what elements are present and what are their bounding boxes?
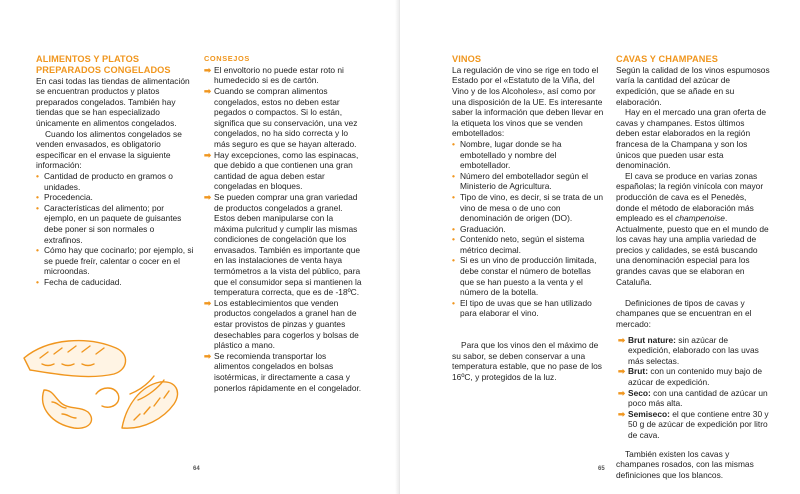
cavas-paragraph-3: El cava se produce en varias zonas españolas; la región vinícola con mayor producción de cava es el Penedès, donde el método de elaboración más empleado es el champenoise. Actualmente, puesto que en el mundo de los cavas hay una amplia variedad de precios y calidades, se está buscando una denominación especial para los grandes cavas que se elaboran en Cataluña.: [616, 170, 769, 287]
arrow-right-icon: ➡: [204, 297, 212, 308]
arrow-right-icon: ➡: [204, 85, 212, 96]
list-item: ➡ Cuando se compran alimentos congelados, estos no deben estar pegados o compactos. Si lo están, significa que su conservación, una vez congelados, no ha sido correcta y lo más seguro es que se hayan alterado.: [204, 85, 358, 149]
arrow-right-icon: ➡: [618, 334, 626, 345]
frozen-foods-label-list: [36, 171, 194, 288]
bullet-icon: •: [36, 170, 39, 181]
frozen-foods-paragraph-1: En casi todas las tiendas de alimentación se encuentran productos y platos preparados congelados. También hay tiendas que se han especializado únicamente en alimentos congelados.: [36, 75, 190, 128]
page-number-left: 64: [193, 466, 200, 472]
list-item: • El tipo de uvas que se han utilizado para elaborar el vino.: [452, 297, 592, 319]
list-item: • Nombre, lugar donde se ha embotellado y nombre del embotellador.: [452, 138, 562, 171]
frozen-foods-paragraph-2: Cuando los alimentos congelados se venden envasados, es obligatorio especificar en el envase la siguiente información:: [36, 128, 182, 171]
vinos-paragraph-1: La regulación de vino se rige en todo el Estado por el «Estatuto de la Viña, del Vino y de los Alcoholes», así como por una disposición de la UE. Es interesante saber la información que deben llevar en la etiqueta los vinos que se venden embotellados:: [452, 64, 604, 139]
cava-types-list: [616, 335, 770, 441]
spacer: [616, 287, 770, 298]
arrow-right-icon: ➡: [204, 149, 212, 160]
consejos-heading: CONSEJOS: [204, 54, 250, 63]
arrow-right-icon: ➡: [618, 387, 626, 398]
frozen-shrimp-illustration-icon: [18, 324, 190, 442]
cavas-paragraph-5: También existen los cavas y champanes rosados, con las mismas definiciones que los blancos.: [616, 448, 754, 480]
list-item: • Cantidad de producto en gramos o unidades.: [36, 170, 173, 192]
list-item: • Cómo hay que cocinarlo; por ejemplo, si se puede freír, calentar o cocer en el microondas.: [36, 245, 194, 277]
cavas-paragraph-4: Definiciones de tipos de cavas y champanes que se encuentran en el mercado:: [616, 297, 752, 330]
vinos-label-list: [452, 139, 605, 319]
list-item: ➡ Hay excepciones, como las espinacas, que debido a que contienen una gran cantidad de agua deben estar congeladas en bloques.: [204, 149, 359, 192]
column-vinos: [452, 54, 605, 382]
bullet-icon: •: [452, 138, 455, 149]
list-item: • Graduación.: [452, 223, 506, 234]
list-item: • Contenido neto, según el sistema métrico decimal.: [452, 234, 585, 255]
bullet-icon: •: [36, 276, 39, 287]
list-item: ➡ El envoltorio no puede estar roto ni humedecido si es de cartón.: [204, 64, 344, 86]
bullet-icon: •: [36, 245, 39, 256]
frozen-foods-heading: ALIMENTOS Y PLATOS PREPARADOS CONGELADOS: [36, 54, 171, 75]
list-item: • Tipo de vino, es decir, si se trata de un vino de mesa o de uno con denominación de origen (DO).: [452, 191, 604, 224]
bullet-icon: •: [452, 255, 455, 266]
list-item: ➡ Se recomienda transportar los alimentos congelados en bolsas isotérmicas, ir directamente a casa y ponerlos rápidamente en el congelador.: [204, 350, 362, 393]
list-item: ➡ Los establecimientos que venden productos congelados a granel han de estar provistos de pinzas y guantes desechables para cogerlos y bolsas de plástico a mano.: [204, 297, 359, 351]
list-item: • Número del embotellador según el Ministerio de Agricultura.: [452, 170, 589, 192]
bullet-icon: •: [452, 223, 455, 234]
arrow-right-icon: ➡: [618, 408, 626, 419]
bullet-icon: •: [452, 191, 455, 202]
list-item: ➡ Se pueden comprar una gran variedad de productos congelados a granel. Estos deben manipularse con la máxima pulcritud y cumplir las mismas condiciones de congelación que los envasados. También es importante que en las instalaciones de venta haya termómetros a la vista del público, para que el consumidor sepa si mantienen la temperatura correcta, que es de -18ºC.: [204, 191, 362, 298]
bullet-icon: •: [452, 297, 455, 308]
list-item: • Características del alimento; por ejemplo, en un paquete de guisantes debe poner si son normales o extrafinos.: [36, 202, 182, 245]
bullet-icon: •: [452, 170, 455, 181]
cavas-paragraph-1: Según la calidad de los vinos espumosos varía la cantidad del azúcar de expedición, que se añade en su elaboración.: [616, 64, 770, 107]
column-consejos: [204, 54, 364, 393]
consejos-list: [204, 65, 364, 393]
column-frozen-foods: [36, 54, 194, 287]
vinos-heading: VINOS: [452, 54, 482, 64]
cavas-paragraph-2: Hay en el mercado una gran oferta de cavas y champanes. Estos últimos deben estar elaborados en la región francesa de la Champana y son los únicos que pueden usar esta denominación.: [616, 107, 767, 171]
arrow-right-icon: ➡: [618, 366, 626, 377]
spacer: [452, 319, 605, 340]
list-item: • Procedencia.: [36, 192, 93, 203]
list-item: ➡ Seco: con una cantidad de azúcar un poco más alta.: [618, 387, 768, 409]
list-item: • Fecha de caducidad.: [36, 276, 122, 287]
vinos-paragraph-2: Para que los vinos den el máximo de su sabor, se deben conservar a una temperatura estable, que no pase de los 16ºC, y protegidos de la luz.: [452, 340, 602, 382]
page-number-right: 65: [598, 466, 605, 472]
list-item: • Si es un vino de producción limitada, debe constar el número de botellas que se han puesto a la venta y el número de la botella.: [452, 255, 597, 298]
list-item: ➡ Brut: con un contenido muy bajo de azúcar de expedición.: [618, 366, 763, 388]
arrow-right-icon: ➡: [204, 191, 212, 202]
column-cavas: [616, 54, 770, 480]
arrow-right-icon: ➡: [204, 64, 212, 75]
list-item: ➡ Brut nature: sin azúcar de expedición, elaborado con las uvas más selectas.: [618, 334, 759, 366]
list-item: ➡ Semiseco: el que contiene entre 30 y 50 g de azúcar de expedición por litro de cava.: [618, 408, 769, 440]
cavas-heading: CAVAS Y CHAMPANES: [616, 54, 718, 64]
arrow-right-icon: ➡: [204, 350, 212, 361]
bullet-icon: •: [452, 234, 455, 245]
spacer: [616, 441, 770, 449]
bullet-icon: •: [36, 192, 39, 203]
bullet-icon: •: [36, 202, 39, 213]
